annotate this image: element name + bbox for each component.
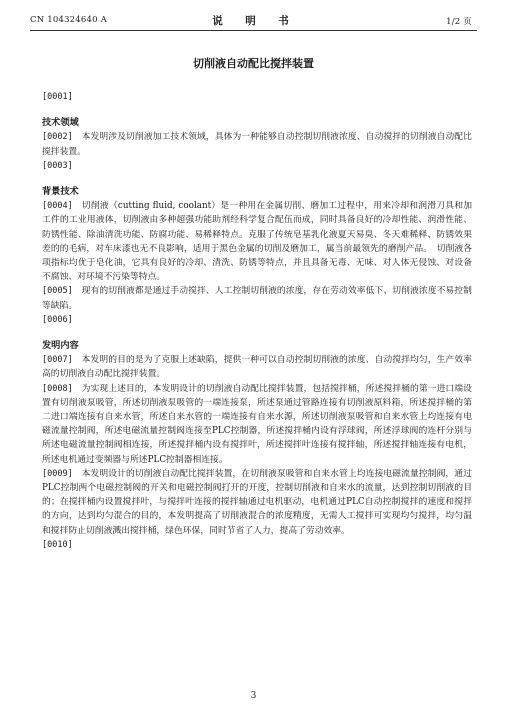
page-number: 3 xyxy=(250,691,257,701)
paragraph-tag: [0003] xyxy=(42,160,73,171)
paragraph-tag: [0004] xyxy=(42,201,73,212)
paragraph-text: 为实现上述目的，本发明设计的切削液自动配比搅拌装置，包括搅拌桶，所述搅拌桶的第一进口端设置有切削液泵吸管，所述切削液泵吸管的一端连接泵，所述泵通过管路连接有切削液原料箱，所述搅拌桶的第二进口端连接有自来水管，所述自来水管的一端连接有自来水源，所述切削液泵吸管和自来水管上均连接有电磁流量控制阀，所述电磁流量控制阀连接至PLC控制器，所述搅拌桶内设有浮球阀，所述浮球阀的连杆分别与所述电磁流量控制阀相连接，所述搅拌桶内设有搅拌叶，所述搅拌叶连接有搅拌轴，所述搅拌轴连接有电机，所述电机通过变频器与所述PLC控制器相连接。 xyxy=(42,383,472,465)
paragraph-0006 xyxy=(42,313,472,327)
paragraph-0005 xyxy=(42,284,472,312)
section-heading-technical-field: 技术领域 xyxy=(42,117,79,129)
paragraph-0008 xyxy=(42,382,472,467)
paragraph-text: 本发明涉及切削液加工技术领域，具体为一种能够自动控制切削液浓度、自动搅拌的切削液自动配比搅拌装置。 xyxy=(42,132,472,157)
section-heading-background: 背景技术 xyxy=(42,186,79,198)
document-type: 说 明 书 xyxy=(212,15,295,27)
section-heading-invention-content: 发明内容 xyxy=(42,340,79,352)
document-title: 切削液自动配比搅拌装置 xyxy=(193,57,314,70)
paragraph-text: 现有的切削液都是通过手动搅拌、人工控制切削液的浓度，存在劳动效率低下、切削液浓度不易控制等缺陷。 xyxy=(42,286,472,311)
patent-number: CN 104324640 A xyxy=(30,15,107,25)
paragraph-0007 xyxy=(42,353,472,381)
paragraph-tag: [0009] xyxy=(42,468,73,479)
paragraph-0009 xyxy=(42,467,472,538)
paragraph-tag: [0010] xyxy=(42,539,73,550)
paragraph-tag: [0007] xyxy=(42,355,73,366)
paragraph-tag: [0001] xyxy=(42,92,73,102)
header-divider xyxy=(30,30,477,31)
paragraph-0004 xyxy=(42,199,472,284)
paragraph-tag: [0008] xyxy=(42,383,73,394)
paragraph-0001 xyxy=(42,90,472,104)
page-indicator: 1/2 页 xyxy=(446,17,472,27)
paragraph-text: 本发明的目的是为了克服上述缺陷，提供一种可以自动控制切削液的浓度、自动搅拌均匀，生产效率高的切削液自动配比搅拌装置。 xyxy=(42,355,472,380)
paragraph-tag: [0006] xyxy=(42,314,73,325)
paragraph-0010 xyxy=(42,538,472,552)
document-body xyxy=(42,90,472,552)
paragraph-tag: [0005] xyxy=(42,286,73,297)
paragraph-tag: [0002] xyxy=(42,132,73,143)
paragraph-text: 切削液（cutting fluid, coolant）是一种用在金属切削、磨加工过程中，用来冷却和润滑刀具和加工件的工业用液体，切削液由多种超强功能助剂经科学复合配伍而成，同时具备良好的冷却性能、润滑性能、防锈性能、除油清洗功能、防腐功能、易稀释特点。克服了传统皂基乳化液夏天易臭、冬天难稀释、防锈效果差的的毛病，对车床漆也无不良影响，适用于黑色金属的切削及磨加工，属当前最领先的磨削产品。 切削液各项指标均优于皂化油，它具有良好的冷却、清洗、防锈等特点，并且具备无毒、无味、对人体无侵蚀、对设备不腐蚀、对环境不污染等特点。 xyxy=(42,201,472,283)
paragraph-0003 xyxy=(42,159,472,173)
paragraph-0002 xyxy=(42,130,472,158)
paragraph-text: 本发明设计的切削液自动配比搅拌装置，在切削液泵吸管和自来水管上均连接电磁流量控制阀，通过PLC控制两个电磁控制阀的开关和电磁控制阀打开的开度，控制切削液和自来水的流量，达到控制切削液的目的；在搅拌桶内设置搅拌叶，与搅拌叶连接的搅拌轴通过电机驱动，电机通过PLC自动控制搅拌的速度和搅拌的方向，达到均匀混合的目的，本发明提高了切削液混合的浓度精度，无需人工搅拌可实现均匀搅拌，均匀温和搅拌防止切削液溅出搅拌桶，绿色环保，同时节省了人力，提高了劳动效率。 xyxy=(42,468,472,536)
